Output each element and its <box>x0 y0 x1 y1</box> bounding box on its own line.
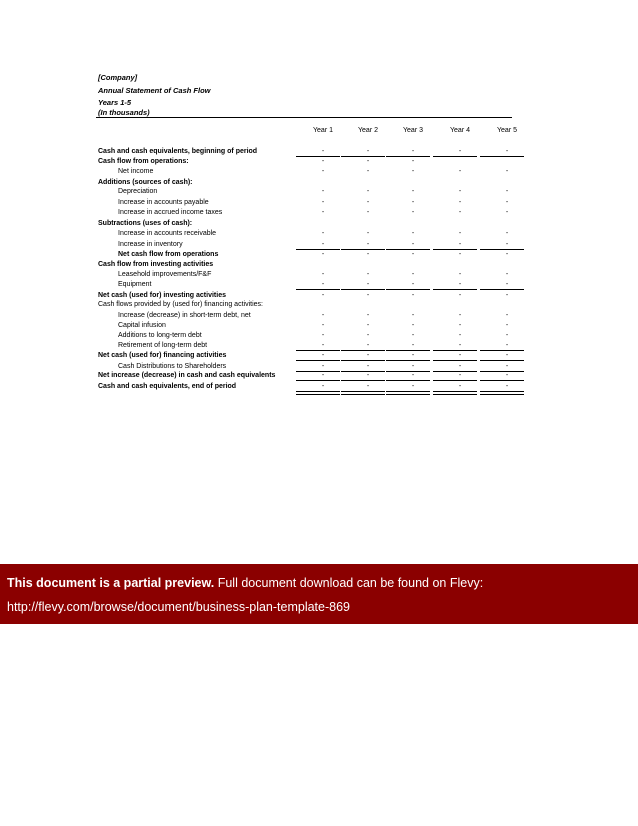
row-value: - <box>505 241 509 248</box>
row-value: - <box>458 332 462 339</box>
year-header-3: Year 3 <box>403 127 423 134</box>
row-value: - <box>366 271 370 278</box>
row-label: Net cash (used for) financing activities <box>98 352 227 359</box>
row-value: - <box>458 251 462 258</box>
row-value: - <box>505 372 509 379</box>
grand-total-double-underline <box>341 391 385 395</box>
grand-total-double-underline <box>480 391 524 395</box>
row-label: Increase in accrued income taxes <box>118 209 223 216</box>
row-value: - <box>366 363 370 370</box>
row-value: - <box>321 352 325 359</box>
row-value: - <box>366 281 370 288</box>
row-value: - <box>505 271 509 278</box>
row-label: Capital infusion <box>118 322 166 329</box>
row-value: - <box>411 372 415 379</box>
row-value: - <box>321 230 325 237</box>
row-value: - <box>411 342 415 349</box>
row-value: - <box>458 342 462 349</box>
row-value: - <box>458 199 462 206</box>
header-divider <box>96 117 512 118</box>
row-value: - <box>411 209 415 216</box>
row-label: Depreciation <box>118 188 158 195</box>
row-value: - <box>321 281 325 288</box>
row-value: - <box>321 292 325 299</box>
total-underline <box>480 156 524 157</box>
row-label: Additions to long-term debt <box>118 332 202 339</box>
row-value: - <box>411 251 415 258</box>
grand-total-double-underline <box>433 391 477 395</box>
row-value: - <box>505 292 509 299</box>
row-value: - <box>321 158 325 165</box>
row-value: - <box>458 312 462 319</box>
row-value: - <box>366 199 370 206</box>
row-label: Net income <box>118 168 154 175</box>
row-value: - <box>505 230 509 237</box>
row-value: - <box>321 271 325 278</box>
row-label: Cash Distributions to Shareholders <box>118 363 227 370</box>
row-label: Retirement of long-term debt <box>118 342 208 349</box>
row-value: - <box>505 251 509 258</box>
row-value: - <box>458 281 462 288</box>
total-underline <box>433 360 477 361</box>
row-value: - <box>366 342 370 349</box>
banner-rest: Full document download can be found on Flevy: <box>217 576 484 590</box>
row-value: - <box>505 168 509 175</box>
total-underline <box>341 289 385 290</box>
total-underline <box>433 289 477 290</box>
row-value: - <box>505 383 509 390</box>
row-label: Increase in accounts payable <box>118 199 209 206</box>
row-label: Increase (decrease) in short-term debt, net <box>118 312 251 319</box>
row-label: Net increase (decrease) in cash and cash equivalents <box>98 372 276 379</box>
total-underline <box>341 360 385 361</box>
row-value: - <box>505 342 509 349</box>
row-value: - <box>505 322 509 329</box>
row-value: - <box>366 332 370 339</box>
year-header-2: Year 2 <box>358 127 378 134</box>
row-value: - <box>321 312 325 319</box>
row-value: - <box>458 322 462 329</box>
row-value: - <box>411 241 415 248</box>
total-underline <box>480 360 524 361</box>
statement-years: Years 1-5 <box>98 98 132 107</box>
row-value: - <box>321 363 325 370</box>
row-value: - <box>411 352 415 359</box>
row-label: Increase in accounts receivable <box>118 230 217 237</box>
banner-lead: This document is a partial preview. <box>7 576 215 590</box>
row-value: - <box>321 251 325 258</box>
row-value: - <box>505 281 509 288</box>
row-label: Cash flow from operations: <box>98 158 189 165</box>
row-value: - <box>458 241 462 248</box>
statement-units: (In thousands) <box>98 108 150 117</box>
row-value: - <box>321 342 325 349</box>
row-value: - <box>458 372 462 379</box>
row-value: - <box>411 383 415 390</box>
total-underline <box>386 289 430 290</box>
row-label: Equipment <box>118 281 152 288</box>
row-value: - <box>321 209 325 216</box>
row-value: - <box>411 292 415 299</box>
row-value: - <box>411 158 415 165</box>
row-value: - <box>366 230 370 237</box>
row-value: - <box>411 363 415 370</box>
grand-total-double-underline <box>386 391 430 395</box>
banner-message <box>7 576 483 590</box>
row-value: - <box>366 251 370 258</box>
total-underline <box>480 380 524 381</box>
row-label: Additions (sources of cash): <box>98 179 193 186</box>
row-value: - <box>505 352 509 359</box>
row-value: - <box>411 312 415 319</box>
row-value: - <box>321 148 325 155</box>
row-value: - <box>458 352 462 359</box>
year-header-5: Year 5 <box>497 127 517 134</box>
row-value: - <box>411 322 415 329</box>
row-value: - <box>505 363 509 370</box>
row-value: - <box>366 241 370 248</box>
row-value: - <box>411 230 415 237</box>
row-value: - <box>505 312 509 319</box>
company-name: [Company] <box>98 73 138 82</box>
year-header-1: Year 1 <box>313 127 333 134</box>
row-value: - <box>458 230 462 237</box>
row-value: - <box>321 199 325 206</box>
total-underline <box>296 289 340 290</box>
row-value: - <box>321 383 325 390</box>
row-value: - <box>366 322 370 329</box>
row-value: - <box>505 148 509 155</box>
row-value: - <box>411 199 415 206</box>
row-value: - <box>458 383 462 390</box>
row-value: - <box>366 158 370 165</box>
row-value: - <box>458 271 462 278</box>
row-label: Cash and cash equivalents, end of period <box>98 383 237 390</box>
row-label: Increase in inventory <box>118 241 183 248</box>
row-value: - <box>366 352 370 359</box>
total-underline <box>296 380 340 381</box>
row-label: Net cash flow from operations <box>118 251 219 258</box>
row-label: Cash and cash equivalents, beginning of period <box>98 148 258 155</box>
row-value: - <box>366 148 370 155</box>
row-value: - <box>366 383 370 390</box>
row-value: - <box>458 209 462 216</box>
row-value: - <box>411 188 415 195</box>
row-value: - <box>411 271 415 278</box>
row-value: - <box>505 332 509 339</box>
row-value: - <box>321 332 325 339</box>
row-value: - <box>366 188 370 195</box>
row-value: - <box>458 363 462 370</box>
row-value: - <box>321 188 325 195</box>
total-underline <box>480 289 524 290</box>
row-value: - <box>321 168 325 175</box>
row-label: Leasehold improvements/F&F <box>118 271 212 278</box>
row-label: Net cash (used for) investing activities <box>98 292 226 299</box>
total-underline <box>341 380 385 381</box>
total-underline <box>386 380 430 381</box>
row-value: - <box>366 209 370 216</box>
download-link[interactable]: http://flevy.com/browse/document/business-plan-template-869 <box>7 600 350 614</box>
row-value: - <box>321 322 325 329</box>
row-value: - <box>505 188 509 195</box>
row-value: - <box>366 372 370 379</box>
total-underline <box>433 156 477 157</box>
statement-title: Annual Statement of Cash Flow <box>98 86 211 95</box>
row-value: - <box>458 148 462 155</box>
total-underline <box>296 360 340 361</box>
row-value: - <box>321 241 325 248</box>
preview-banner <box>0 564 638 624</box>
row-value: - <box>458 188 462 195</box>
row-label: Cash flow from investing activities <box>98 261 214 268</box>
row-value: - <box>458 168 462 175</box>
row-value: - <box>366 292 370 299</box>
total-underline <box>433 380 477 381</box>
row-value: - <box>321 372 325 379</box>
row-value: - <box>505 199 509 206</box>
row-value: - <box>366 312 370 319</box>
row-value: - <box>411 281 415 288</box>
row-value: - <box>411 332 415 339</box>
grand-total-double-underline <box>296 391 340 395</box>
total-underline <box>386 360 430 361</box>
row-value: - <box>458 292 462 299</box>
row-value: - <box>505 209 509 216</box>
row-label: Subtractions (uses of cash): <box>98 220 193 227</box>
year-header-4: Year 4 <box>450 127 470 134</box>
row-value: - <box>411 148 415 155</box>
row-label: Cash flows provided by (used for) financing activities: <box>98 301 263 308</box>
row-value: - <box>411 168 415 175</box>
row-value: - <box>366 168 370 175</box>
